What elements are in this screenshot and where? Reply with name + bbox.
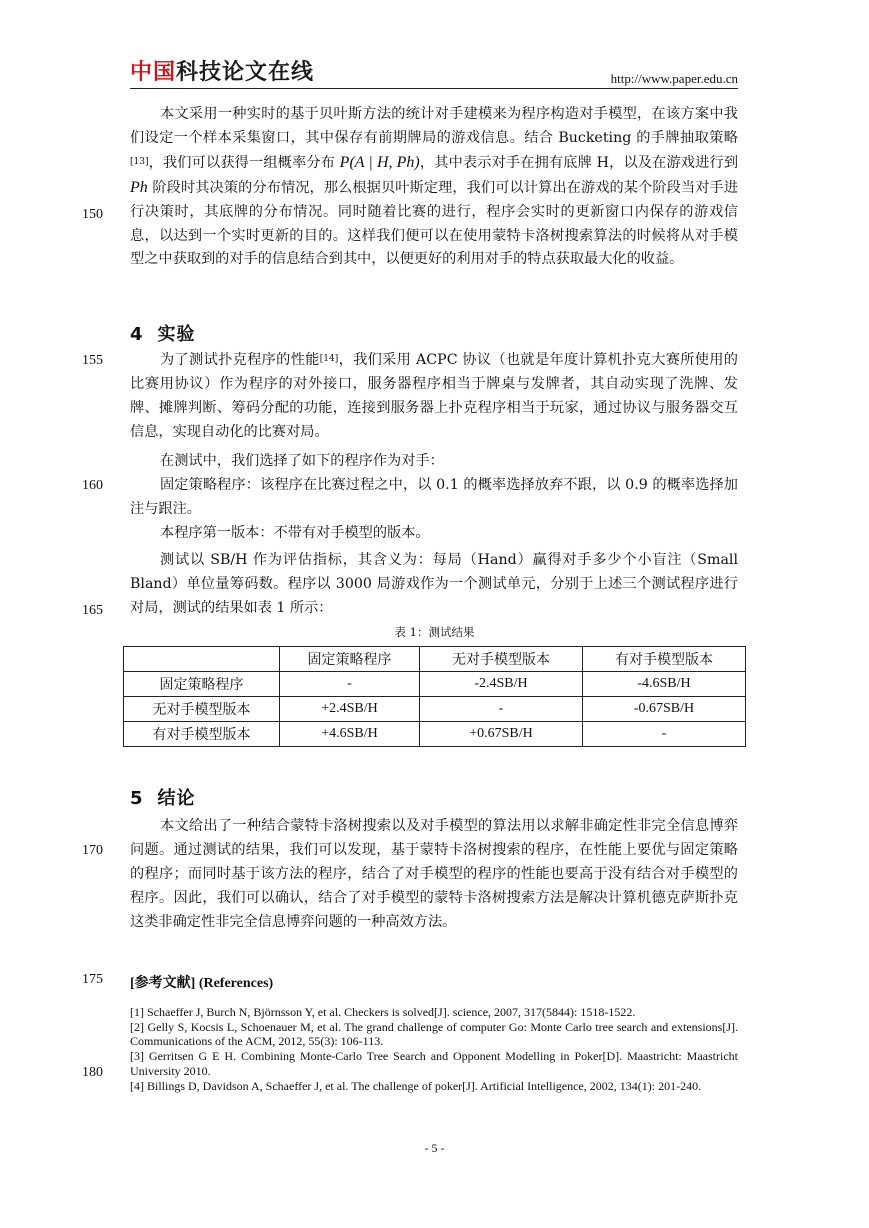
probability-formula: P(A | H, Ph) [339,153,420,171]
phase-symbol: Ph [130,178,148,196]
section-number: 4 [130,324,144,345]
table-cell: -0.67SB/H [582,697,745,722]
para2-text-b: ，我们采用 ACPC 协议（也就是年度计算机扑克大赛所使用的比赛用协议）作为程序的对外接口，服务器程序相当于牌桌与发牌者，其自动实现了洗牌、发牌、摊牌判断、筹码分配的功能，连接到服务器上扑克程序相当于玩家，通过协议与服务器交互信息，实现自动化的比赛对局。 [130,352,738,440]
paragraph-first-version: 本程序第一版本：不带有对手模型的版本。 [160,525,430,541]
table-cell: -2.4SB/H [419,672,582,697]
table-caption: 表 1：测试结果 [394,625,475,639]
results-table [123,646,746,747]
para1-text-d: 阶段时其决策的分布情况，那么根据贝叶斯定理，我们可以计算出在游戏的某个阶段当对手进行决策时，其底牌的分布情况。同时随着比赛的进行，程序会实时的更新窗口内保存的游戏信息，以达到一个实时更新的目的。这样我们便可以在使用蒙特卡洛树搜索算法的时候将从对手模型之中获取到的对手的信息结合到其中，以便更好的利用对手的特点获取最大化的收益。 [130,179,738,268]
table-header-row [124,647,746,672]
line-number-155: 155 [82,353,103,368]
reference-item: [4] Billings D, Davidson A, Schaeffer J, et al. The challenge of poker[J]. Artificial Intelligence, 2002, 134(1): 201-240. [130,1078,702,1093]
table-row [124,672,746,697]
citation-13[interactable]: [13] [130,156,149,167]
section-number: 5 [130,788,144,809]
reference-item: [2] Gelly S, Kocsis L, Schoenauer M, et al. The grand challenge of computer Go: Monte Carlo tree search and extensions[J]. Communications of the ACM, 2012, 55(3): 106-113. [130,1019,738,1049]
paragraph-acpc [130,349,738,445]
line-number-175: 175 [82,972,103,987]
table-cell: - [582,722,745,747]
page-number: - 5 - [424,1141,445,1155]
references-heading: [参考文献] (References) [130,976,274,991]
table-row [124,697,746,722]
para2-text-a: 为了测试扑克程序的性能 [160,352,320,368]
logo-part-dark: 科技论文在线 [176,60,315,85]
para1-text-a: 本文采用一种实时的基于贝叶斯方法的统计对手建模来为程序构造对手模型，在该方案中我们设定一个样本采集窗口，其中保存有前期牌局的游戏信息。结合 Bucketing 的手牌抽取策略 [130,106,738,146]
paragraph-metric: 测试以 SB/H 作为评估指标，其含义为：每局（Hand）赢得对手多少个小盲注（Small Bland）单位量筹码数。程序以 3000 局游戏作为一个测试单元，分别于上述三个测试程序进行对局，测试的结果如表 1 所示： [130,552,738,616]
section-title: 结论 [157,788,196,809]
row-header: 固定策略程序 [124,672,280,697]
line-number-160: 160 [82,478,103,493]
table-cell: +4.6SB/H [280,722,420,747]
paragraph-fixed-strategy: 固定策略程序：该程序在比赛过程之中，以 0.1 的概率选择放弃不跟，以 0.9 的概率选择加注与跟注。 [130,477,738,517]
logo-part-red: 中国 [130,60,177,85]
paragraph-conclusion: 本文给出了一种结合蒙特卡洛树搜索以及对手模型的算法用以求解非确定性非完全信息博弈问题。通过测试的结果，我们可以发现，基于蒙特卡洛树搜索的程序，在性能上要优与固定策略的程序；而同时基于该方法的程序，结合了对手模型的程序的性能也要高于没有结合对手模型的程序。因此，我们可以确认，结合了对手模型的蒙特卡洛树搜索方法是解决计算机德克萨斯扑克这类非确定性非完全信息博弈问题的一种高效方法。 [130,818,738,930]
column-header: 有对手模型版本 [582,647,745,672]
header-url[interactable]: http://www.paper.edu.cn [610,71,738,86]
row-header: 无对手模型版本 [124,697,280,722]
reference-list [130,1005,738,1093]
line-number-150: 150 [82,207,103,222]
para1-text-b: ，我们可以获得一组概率分布 [148,154,340,171]
paragraph-opponents-intro: 在测试中，我们选择了如下的程序作为对手： [160,453,444,469]
row-header: 有对手模型版本 [124,722,280,747]
table-row [124,722,746,747]
column-header: 无对手模型版本 [419,647,582,672]
header-divider [130,88,738,89]
table-cell: +2.4SB/H [280,697,420,722]
table-cell: +0.67SB/H [419,722,582,747]
column-header: 固定策略程序 [280,647,420,672]
paragraph-opponent-model [130,103,738,272]
reference-item: [1] Schaeffer J, Burch N, Björnsson Y, et al. Checkers is solved[J]. science, 2007, 317(5844): 1518-1522. [130,1005,636,1019]
line-number-165: 165 [82,603,103,618]
section-title: 实验 [157,324,196,345]
table-cell: - [419,697,582,722]
citation-14[interactable]: [14] [319,354,339,364]
table-corner-cell [124,647,280,672]
line-number-180: 180 [82,1065,103,1080]
section-heading-experiment [130,320,196,346]
line-number-170: 170 [82,843,103,858]
table-cell: -4.6SB/H [582,672,745,697]
section-heading-conclusion [130,784,196,810]
table-cell: - [280,672,420,697]
reference-item: [3] Gerritsen G E H. Combining Monte-Carlo Tree Search and Opponent Modelling in Poker[D]. Maastricht: Maastricht University 2010. [130,1049,738,1078]
journal-logo [130,60,314,86]
para1-text-c: ，其中表示对手在拥有底牌 H，以及在游戏进行到 [419,154,739,171]
